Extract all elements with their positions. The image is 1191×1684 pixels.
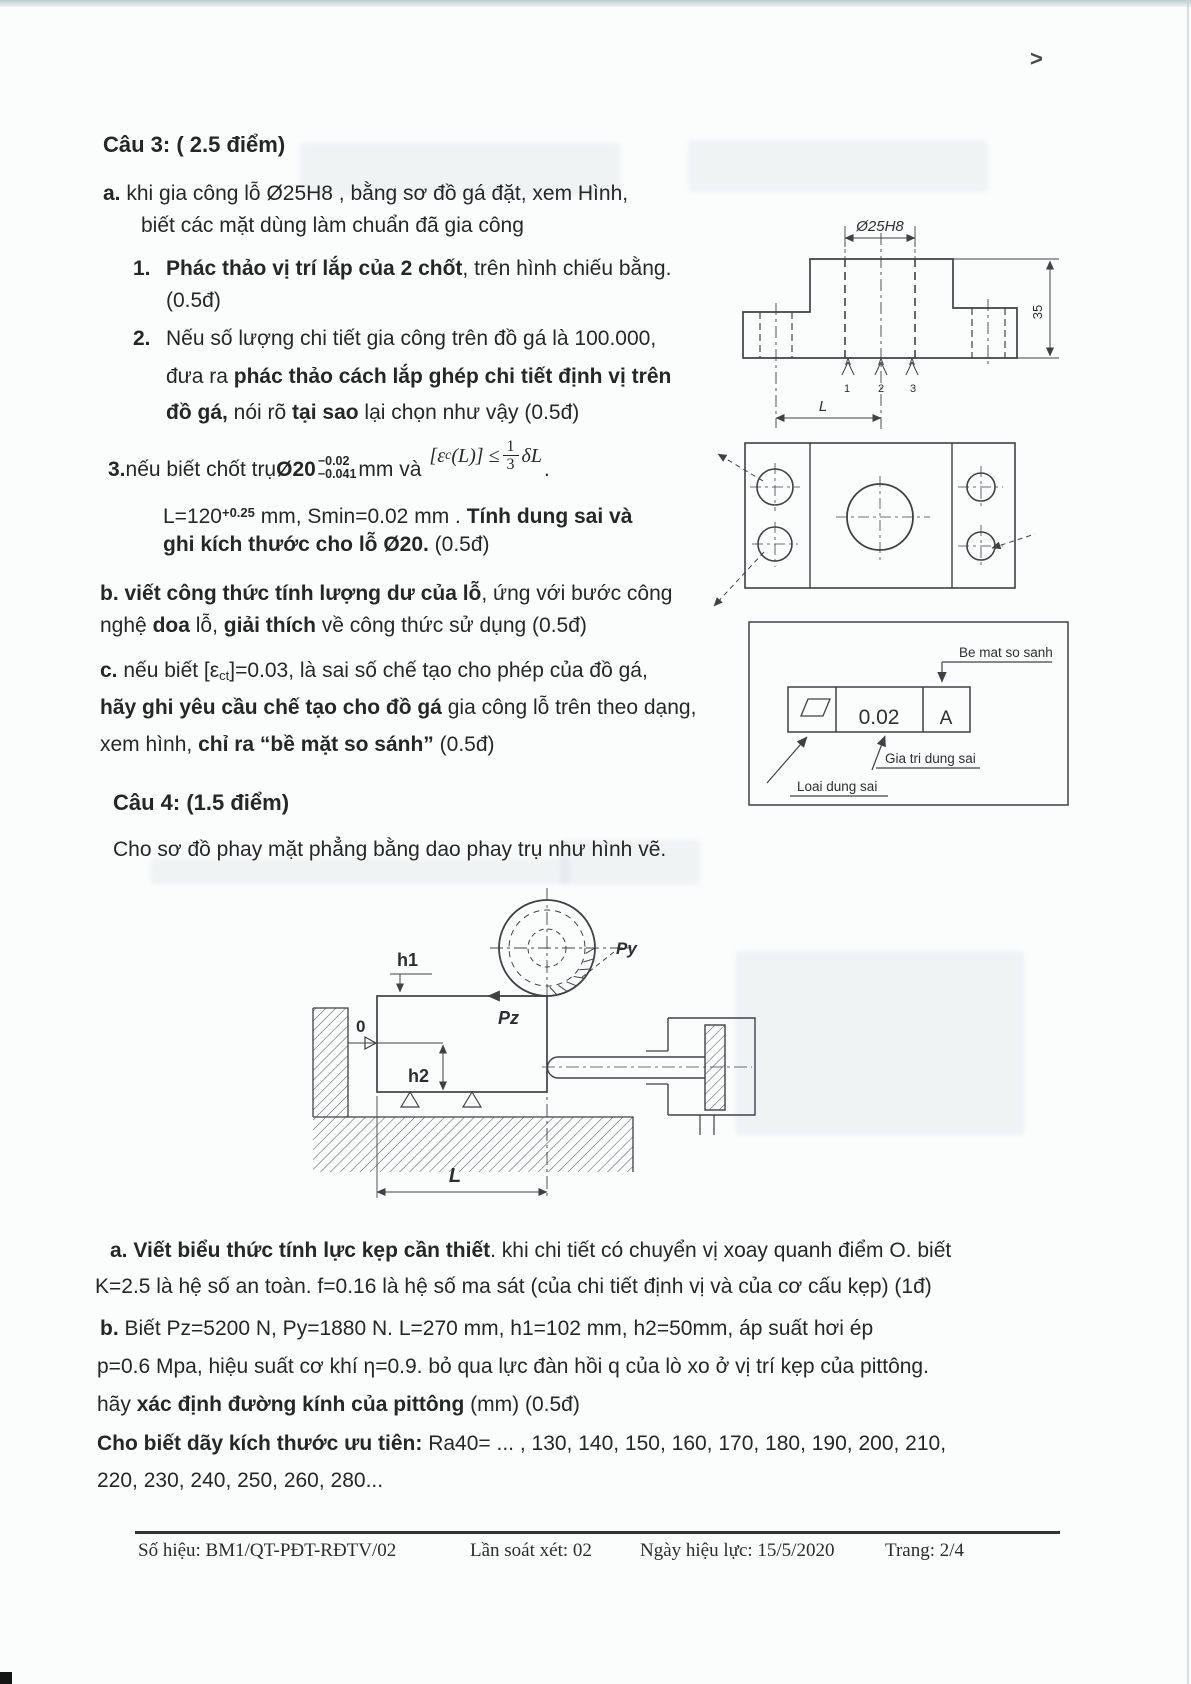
q3-item2-num: 2. — [133, 327, 151, 350]
q3-a-line1 — [103, 181, 628, 207]
footer-page-number: Trang: 2/4 — [885, 1540, 965, 1561]
q3-b-bold: b. viết công thức tính lượng dư của lỗ — [100, 582, 482, 605]
q3-c-l1b: nếu biết [ε — [117, 659, 220, 682]
q3-item3-dot: . — [543, 458, 550, 481]
q3-c-l2a: hãy ghi yêu cầu chế tạo cho đồ gá — [100, 696, 442, 719]
q4-a-label: a. — [110, 1239, 134, 1262]
q4-a-line2: K=2.5 là hệ số an toàn. f=0.16 là hệ số ma sát (của chi tiết định vị và của cơ cấu kẹp) (1đ) — [95, 1275, 932, 1298]
q4-a-rest: . khi chi tiết có chuyển vị xoay quanh điểm O. biết — [490, 1239, 952, 1262]
front-view-drawing — [690, 195, 1070, 435]
q3-item2-l3d: lại chọn như vậy (0.5đ) — [358, 401, 580, 424]
q4-b-l1b: Biết Pz=5200 N, Py=1880 N. L=270 mm, h1=102 mm, h2=50mm, áp suất hơi ép — [118, 1317, 874, 1340]
q4-b-line3 — [97, 1392, 580, 1418]
q3-item3-l2bold: Tính dung sai và — [466, 505, 633, 528]
q3-c-l2b: gia công lỗ trên theo dạng, — [441, 696, 697, 719]
q3-item3-line2 — [163, 500, 632, 530]
q3-c-l3c: (0.5đ) — [433, 733, 495, 756]
q3-item1-line1 — [166, 256, 671, 282]
q3-c-l3a: xem hình, — [100, 733, 199, 756]
height-dim-label: 35 — [1030, 304, 1045, 320]
q3-item3-mid: mm và — [358, 458, 422, 481]
q3-b-l2a: nghệ — [100, 614, 153, 637]
datum-point-3: 3 — [909, 383, 917, 395]
q3-item3-l2a: L=120 — [163, 505, 222, 528]
l-dim-label: L — [448, 1165, 462, 1187]
scan-right-edge — [1187, 0, 1189, 1684]
footer-rule — [135, 1531, 1060, 1534]
fraction-denominator: 3 — [506, 456, 515, 473]
q3-item3-pre: nếu biết chốt trụ — [125, 458, 277, 481]
q3-b-rest: , ứng với bước công — [481, 582, 673, 605]
origin-point-label: 0 — [356, 1017, 366, 1036]
footer-revision: Lần soát xét: 02 — [470, 1540, 592, 1561]
q4-heading: Câu 4: (1.5 điểm) — [113, 790, 290, 815]
scan-speck: ˃ — [1030, 46, 1043, 71]
scan-top-edge — [0, 0, 1191, 7]
q3-item2-line3 — [166, 400, 579, 426]
q3-item3-line1 — [108, 438, 550, 483]
q4-pref-l1: Ra40= ... , 130, 140, 150, 160, 170, 180, 190, 200, 210, — [422, 1432, 947, 1455]
q3-item1-rest: , trên hình chiếu bằng. — [462, 257, 672, 280]
q3-a-label: a. — [103, 182, 121, 205]
q4-pref-bold: Cho biết dãy kích thước ưu tiên: — [97, 1432, 423, 1455]
plan-view-drawing — [690, 435, 1070, 620]
q3-item3-tolerance — [318, 455, 357, 481]
datum-letter: A — [939, 708, 953, 729]
q4-pref-line2: 220, 230, 240, 250, 260, 280... — [97, 1469, 384, 1492]
q3-item3-num: 3. — [108, 458, 126, 481]
q4-b-l3c: (mm) (0.5đ) — [464, 1393, 580, 1416]
q3-item2-l3a: đồ gá, — [166, 401, 228, 424]
q4-b-l3b: xác định đường kính của pittông — [136, 1393, 465, 1416]
tolerance-type-label: Loai dung sai — [797, 779, 878, 794]
q3-item3-dia: Ø20 — [276, 458, 316, 481]
q3-item3-l3score: (0.5đ) — [428, 533, 490, 556]
q4-b-l3a: hãy — [97, 1393, 137, 1416]
q3-b-l2b: doa — [152, 614, 190, 637]
formula-sub: c — [445, 447, 452, 463]
q3-heading: Câu 3: ( 2.5 điểm) — [103, 132, 286, 157]
q3-c-label: c. — [100, 659, 118, 682]
tolerance-value: 0.02 — [858, 706, 900, 729]
q3-a-line2: biết các mặt dùng làm chuẩn đã gia công — [141, 214, 524, 237]
q3-item3-l2sup: +0.25 — [221, 505, 255, 520]
tolerance-value-label: Gia tri dung sai — [885, 751, 976, 766]
q4-b-line2: p=0.6 Mpa, hiệu suất cơ khí η=0.9. bỏ qua lực đàn hồi q của lò xo ở vị trí kẹp của pittông. — [97, 1355, 929, 1378]
footer-doc-number: Số hiệu: BM1/QT-PĐT-RĐTV/02 — [138, 1540, 397, 1561]
q3-item3-formula — [429, 438, 542, 473]
q3-b-line2 — [100, 613, 587, 639]
q3-c-line2 — [100, 695, 696, 721]
tolerance-frame-drawing — [745, 618, 1075, 810]
q4-a-bold: Viết biểu thức tính lực kẹp cần thiết — [133, 1239, 491, 1262]
q3-item3-l3bold: ghi kích thước cho lỗ Ø20. — [163, 533, 429, 556]
q3-item2-l3b: nói rõ — [227, 401, 293, 424]
formula-right: δL — [521, 444, 542, 467]
h2-label: h2 — [408, 1066, 430, 1086]
scan-speck — [0, 1672, 12, 1684]
footer-effective-date: Ngày hiệu lực: 15/5/2020 — [640, 1540, 835, 1561]
datum-point-2: 2 — [877, 383, 885, 395]
q4-intro: Cho sơ đồ phay mặt phẳng bằng dao phay trụ như hình vẽ. — [113, 838, 667, 861]
comparison-surface-label: Be mat so sanh — [959, 645, 1053, 660]
q3-item2-l2b: phác thảo cách lắp ghép chi tiết định vị trên — [233, 365, 672, 388]
q3-item3-l2b: mm, Smin=0.02 mm . — [254, 505, 467, 528]
formula-left: [ε — [429, 444, 446, 467]
q3-item1-num: 1. — [133, 257, 151, 280]
q3-item1-bold: Phác thảo vị trí lắp của 2 chốt — [166, 257, 463, 280]
q4-pref-line1 — [97, 1431, 946, 1457]
q3-item2-line2 — [166, 364, 671, 390]
scan-artifact — [735, 950, 1025, 1135]
q3-b-line1 — [100, 581, 672, 607]
q3-c-l1c: ]=0.03, là sai số chế tạo cho phép của đồ gá, — [229, 659, 648, 682]
tol-upper: −0.02 — [317, 454, 350, 468]
fraction-numerator: 1 — [503, 438, 519, 456]
h1-label: h1 — [397, 950, 419, 970]
q3-c-line1 — [100, 658, 648, 689]
q4-b-line1 — [100, 1316, 873, 1342]
q3-item1-score: (0.5đ) — [166, 289, 221, 312]
q3-item2-l3c: tại sao — [292, 401, 359, 424]
hole-diameter-label: Ø25H8 — [856, 218, 904, 235]
q3-c-line3 — [100, 732, 495, 758]
q3-c-l1sub: ct — [219, 668, 230, 683]
pz-force-label: Pz — [498, 1008, 520, 1028]
tol-lower: −0.041 — [317, 467, 357, 481]
q3-a-text1: khi gia công lỗ Ø25H8 , bằng sơ đồ gá đặt, xem Hình, — [120, 182, 629, 205]
q3-b-l2c: lỗ, — [189, 614, 224, 637]
q3-b-l2d: giải thích — [223, 614, 316, 637]
q3-item3-line3 — [163, 532, 490, 558]
q4-b-label: b. — [100, 1317, 119, 1340]
scan-artifact — [688, 140, 988, 192]
q3-c-l3b: chỉ ra “bề mặt so sánh” — [198, 733, 434, 756]
datum-point-1: 1 — [843, 383, 851, 395]
length-dim-label: L — [818, 398, 828, 415]
q3-b-l2e: về công thức sử dụng (0.5đ) — [315, 614, 587, 637]
formula-mid: (L)] ≤ — [451, 444, 500, 467]
py-force-label: Py — [616, 939, 637, 958]
formula-fraction — [503, 438, 519, 473]
q4-a-line1 — [110, 1238, 951, 1264]
q3-item2-line1: Nếu số lượng chi tiết gia công trên đồ gá là 100.000, — [166, 327, 657, 350]
milling-scheme-drawing — [280, 826, 760, 1206]
q3-item2-l2a: đưa ra — [166, 365, 234, 388]
